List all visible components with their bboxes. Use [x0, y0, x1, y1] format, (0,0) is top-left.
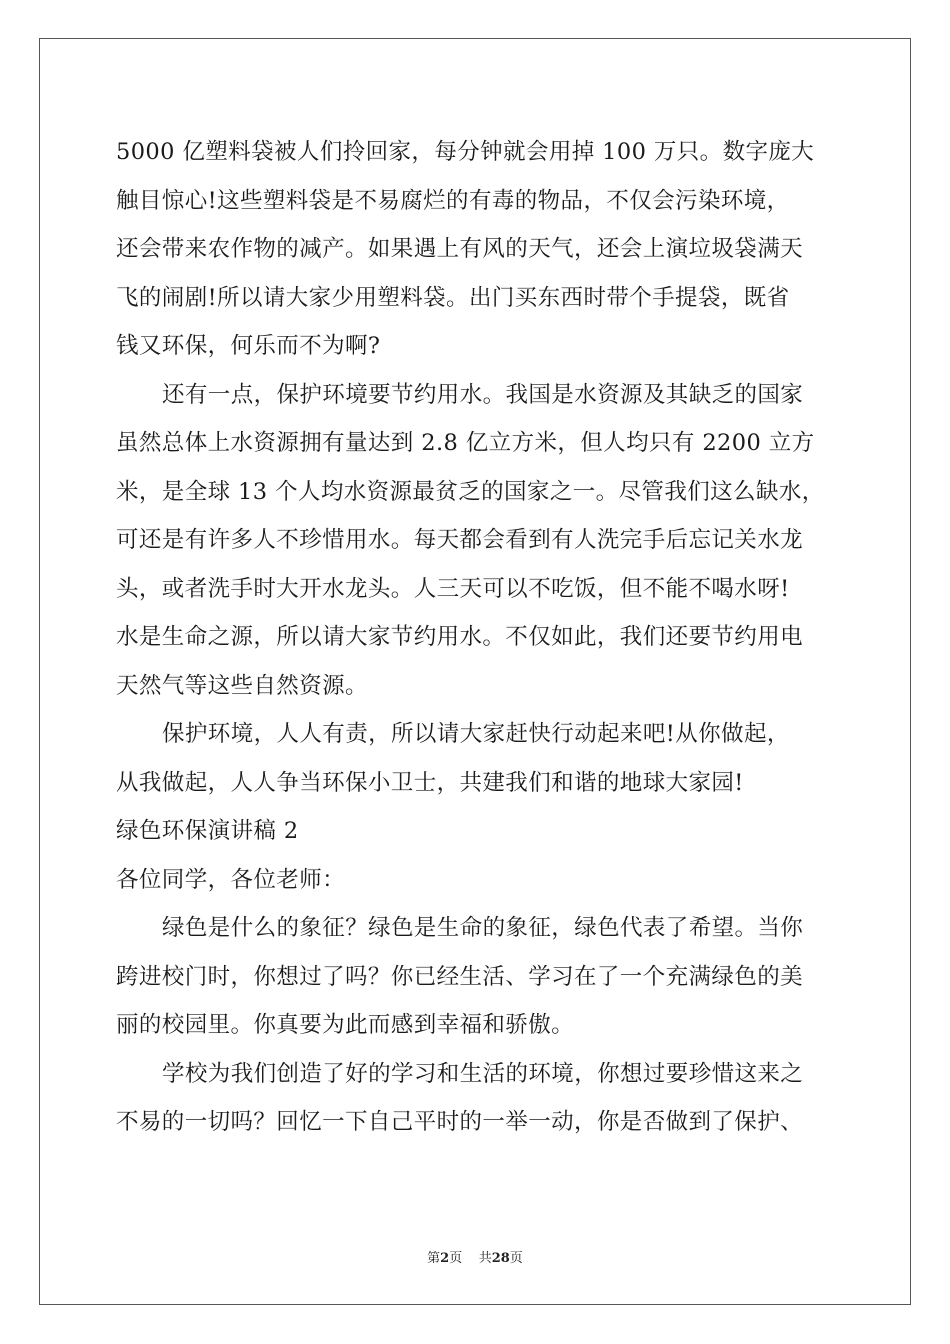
text-line: 钱又环保，何乐而不为啊? — [116, 333, 381, 359]
text-line: 还有一点，保护环境要节约用水。我国是水资源及其缺乏的国家 — [162, 381, 804, 408]
page-prefix: 第 — [427, 1251, 441, 1266]
section-heading: 绿色环保演讲稿 2 — [116, 818, 299, 844]
text-line: 从我做起，人人争当环保小卫士，共建我们和谐的地球大家园! — [116, 769, 744, 796]
text-line: 头，或者洗手时大开水龙头。人三天可以不吃饭，但不能不喝水呀! — [116, 575, 790, 602]
total-suffix: 页 — [509, 1251, 523, 1266]
text-line: 学校为我们创造了好的学习和生活的环境，你想过要珍惜这来之 — [162, 1060, 804, 1087]
text-line: 可还是有许多人不珍惜用水。每天都会看到有人洗完手后忘记关水龙 — [116, 527, 804, 553]
text-line: 跨进校门时，你想过了吗？你已经生活、学习在了一个充满绿色的美 — [116, 963, 804, 990]
text-line: 丽的校园里。你真要为此而感到幸福和骄傲。 — [116, 1012, 575, 1038]
text-line: 虽然总体上水资源拥有量达到 2.8 亿立方米，但人均只有 2200 立方 — [116, 430, 815, 456]
text-line: 还会带来农作物的减产。如果遇上有风的天气，还会上演垃圾袋满天 — [116, 236, 804, 262]
page-footer — [0, 1247, 950, 1266]
text-line: 5000 亿塑料袋被人们拎回家，每分钟就会用掉 100 万只。数字庞大 — [116, 139, 815, 165]
text-line: 水是生命之源，所以请大家节约用水。不仅如此，我们还要节约用电 — [116, 624, 804, 650]
total-prefix: 共 — [478, 1251, 492, 1266]
page-number: 2 — [440, 1251, 450, 1266]
text-line: 触目惊心!这些塑料袋是不易腐烂的有毒的物品，不仅会污染环境， — [116, 187, 790, 214]
text-line: 不易的一切吗？回忆一下自己平时的一举一动，你是否做到了保护、 — [116, 1109, 804, 1135]
text-line: 天然气等这些自然资源。 — [116, 672, 368, 699]
document-body — [116, 128, 856, 1147]
text-line: 保护环境，人人有责，所以请大家赶快行动起来吧!从你做起， — [162, 721, 790, 747]
page-suffix: 页 — [449, 1251, 463, 1266]
salutation: 各位同学，各位老师： — [116, 866, 346, 893]
text-line: 绿色是什么的象征？绿色是生命的象征，绿色代表了希望。当你 — [162, 915, 804, 941]
total-pages: 28 — [491, 1251, 510, 1266]
text-line: 飞的闹剧!所以请大家少用塑料袋。出门买东西时带个手提袋，既省 — [116, 284, 790, 311]
text-line: 米，是全球 13 个人均水资源最贫乏的国家之一。尽管我们这么缺水， — [116, 478, 825, 505]
